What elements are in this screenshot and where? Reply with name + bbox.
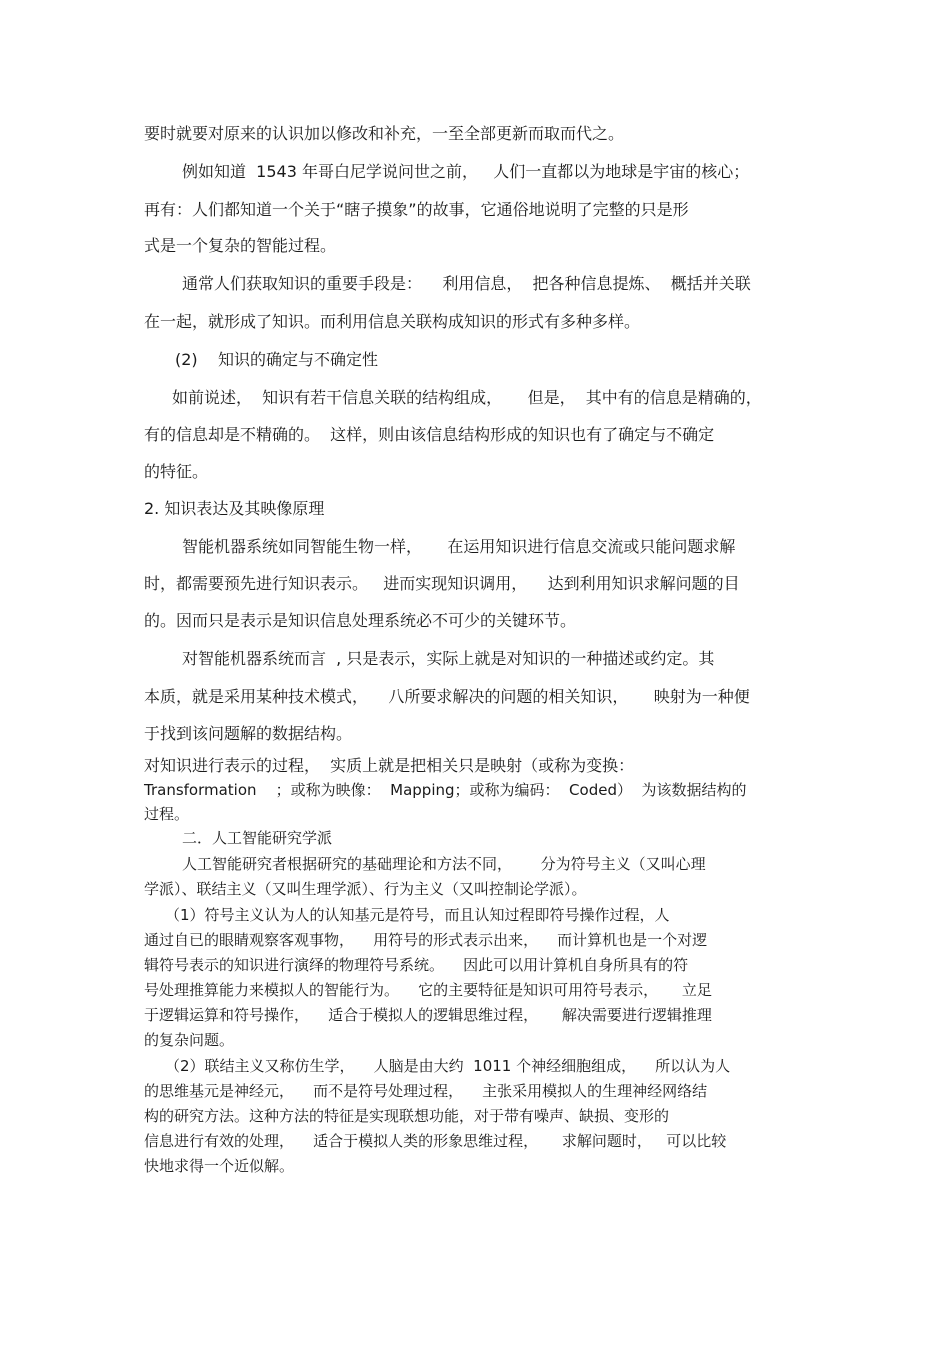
text-line-23: 学派）、联结主义（又叫生理学派）、行为主义（又叫控制论学派）。	[144, 880, 587, 898]
text-line-29: 的复杂问题。	[144, 1031, 235, 1049]
text-line-5: 通常人们获取知识的重要手段是： 利用信息， 把各种信息提炼、 概括并关联	[182, 274, 751, 293]
text-line-2: 例如知道 1543 年哥白尼学说问世之前， 人们一直都以为地球是宇宙的核心；	[182, 162, 750, 181]
text-line-13: 时，都需要预先进行知识表示。 进而实现知识调用， 达到利用知识求解问题的目	[144, 574, 740, 593]
text-line-12: 智能机器系统如同智能生物一样， 在运用知识进行信息交流或只能问题求解	[182, 537, 736, 556]
text-line-18: 对知识进行表示的过程， 实质上就是把相关只是映射（或称为变换：	[144, 756, 635, 775]
text-line-17: 于找到该问题解的数据结构。	[144, 724, 353, 743]
text-line-20: 过程。	[144, 805, 190, 823]
text-line-3: 再有：人们都知道一个关于“瞎子摸象”的故事，它通俗地说明了完整的只是形	[144, 200, 689, 219]
text-line-14: 的。因而只是表示是知识信息处理系统必不可少的关键环节。	[144, 611, 577, 630]
text-line-28: 于逻辑运算和符号操作， 适合于模拟人的逻辑思维过程， 解决需要进行逻辑推理	[144, 1006, 712, 1024]
text-line-15: 对智能机器系统而言 , 只是表示，实际上就是对知识的一种描述或约定。其	[182, 649, 715, 668]
text-line-30: （2）联结主义又称仿生学， 人脑是由大约 1011 个神经细胞组成， 所以认为人	[165, 1057, 731, 1075]
section-heading-2: 二．人工智能研究学派	[182, 829, 333, 847]
text-line-4: 式是一个复杂的智能过程。	[144, 236, 337, 255]
text-line-7: (2) 知识的确定与不确定性	[175, 350, 379, 369]
text-line-32: 构的研究方法。这种方法的特征是实现联想功能，对于带有噪声、缺损、变形的	[144, 1107, 670, 1125]
text-line-6: 在一起，就形成了知识。而利用信息关联构成知识的形式有多种多样。	[144, 312, 641, 331]
text-line-9: 有的信息却是不精确的。 这样，则由该信息结构形成的知识也有了确定与不确定	[144, 425, 715, 444]
text-line-19: Transformation ；或称为映像： Mapping；或称为编码： Coded） 为该数据结构的	[144, 781, 747, 799]
text-line-1: 要时就要对原来的认识加以修改和补充，一至全部更新而取而代之。	[144, 124, 625, 143]
text-line-27: 号处理推算能力来模拟人的智能行为。 它的主要特征是知识可用符号表示， 立足	[144, 981, 712, 999]
text-line-8: 如前说述， 知识有若干信息关联的结构组成， 但是， 其中有的信息是精确的，	[172, 388, 762, 407]
text-line-16: 本质，就是采用某种技术模式， 八所要求解决的问题的相关知识， 映射为一种便	[144, 687, 750, 706]
text-line-34: 快地求得一个近似解。	[144, 1157, 295, 1175]
text-line-26: 辑符号表示的知识进行演绎的物理符号系统。 因此可以用计算机自身所具有的符	[144, 956, 689, 974]
text-line-33: 信息进行有效的处理， 适合于模拟人类的形象思维过程， 求解问题时， 可以比较	[144, 1132, 727, 1150]
section-heading: 2. 知识表达及其映像原理	[144, 499, 325, 518]
text-line-22: 人工智能研究者根据研究的基础理论和方法不同， 分为符号主义（又叫心理	[182, 855, 706, 873]
text-line-10: 的特征。	[144, 462, 209, 481]
text-line-25: 通过自已的眼睛观察客观事物， 用符号的形式表示出来， 而计算机也是一个对逻	[144, 931, 708, 949]
text-line-31: 的思维基元是神经元， 而不是符号处理过程， 主张采用模拟人的生理神经网络结	[144, 1082, 708, 1100]
text-line-24: （1）符号主义认为人的认知基元是符号，而且认知过程即符号操作过程，人	[165, 906, 670, 924]
